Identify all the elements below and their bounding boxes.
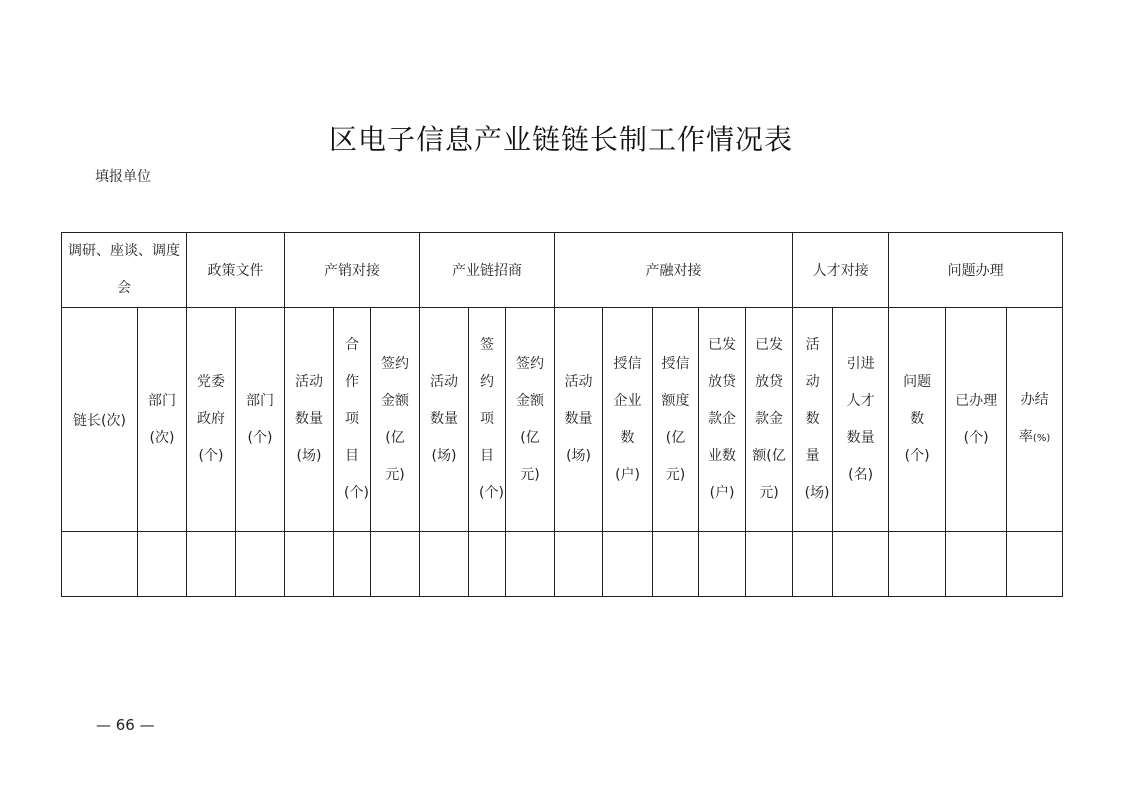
group-issues: 问题办理 (889, 233, 1063, 308)
cell-research-dept[interactable] (138, 532, 187, 597)
col-policy-party: 党委政府(个) (187, 308, 236, 532)
issue-rate-label: 办结率 (1018, 392, 1049, 445)
col-policy-dept: 部门(个) (236, 308, 285, 532)
col-invest-count: 活动数量(场) (420, 308, 469, 532)
col-fin-loan-firms: 已发放贷款企业数(户) (699, 308, 746, 532)
cell-issue-rate[interactable] (1007, 532, 1063, 597)
work-status-table (61, 232, 1063, 597)
cell-fin-loan-amount[interactable] (746, 532, 793, 597)
col-fin-count: 活动数量(场) (555, 308, 603, 532)
group-policy: 政策文件 (187, 233, 285, 308)
group-talent: 人才对接 (793, 233, 889, 308)
cell-issue-handled[interactable] (946, 532, 1007, 597)
group-header-row (62, 233, 1063, 308)
cell-fin-loan-firms[interactable] (699, 532, 746, 597)
page-number: — 66 — (96, 716, 155, 734)
col-fin-credit-amount: 授信额度(亿元) (653, 308, 699, 532)
cell-sales-count[interactable] (285, 532, 334, 597)
col-issue-rate (1007, 308, 1063, 532)
page-title: 区电子信息产业链链长制工作情况表 (328, 123, 793, 156)
cell-talent-count[interactable] (793, 532, 833, 597)
cell-issue-count[interactable] (889, 532, 946, 597)
group-sales: 产销对接 (285, 233, 420, 308)
cell-invest-amount[interactable] (506, 532, 555, 597)
col-talent-people: 引进人才数量(名) (833, 308, 889, 532)
col-sales-count: 活动数量(场) (285, 308, 334, 532)
col-sales-projects: 合作项目(个) (334, 308, 371, 532)
col-invest-projects: 签约项目(个) (469, 308, 506, 532)
cell-invest-count[interactable] (420, 532, 469, 597)
col-fin-credit-firms: 授信企业数(户) (603, 308, 653, 532)
group-finance: 产融对接 (555, 233, 793, 308)
col-talent-count: 活动数量(场) (793, 308, 833, 532)
col-issue-handled: 已办理(个) (946, 308, 1007, 532)
cell-chain-leader[interactable] (62, 532, 138, 597)
cell-fin-credit-amount[interactable] (653, 532, 699, 597)
col-issue-count: 问题数(个) (889, 308, 946, 532)
cell-fin-credit-firms[interactable] (603, 532, 653, 597)
cell-talent-people[interactable] (833, 532, 889, 597)
cell-invest-projects[interactable] (469, 532, 506, 597)
reporting-unit-label: 填报单位 (95, 169, 151, 185)
cell-policy-dept[interactable] (236, 532, 285, 597)
cell-sales-amount[interactable] (371, 532, 420, 597)
issue-rate-unit: (%) (1032, 433, 1051, 444)
col-sales-amount: 签约金额(亿元) (371, 308, 420, 532)
col-fin-loan-amount: 已发放贷款金额(亿元) (746, 308, 793, 532)
cell-fin-count[interactable] (555, 532, 603, 597)
col-invest-amount: 签约金额(亿元) (506, 308, 555, 532)
col-chain-leader: 链长(次) (62, 308, 138, 532)
group-invest: 产业链招商 (420, 233, 555, 308)
col-research-dept: 部门(次) (138, 308, 187, 532)
cell-policy-party[interactable] (187, 532, 236, 597)
group-research: 调研、座谈、调度会 (62, 233, 187, 308)
column-header-row (62, 308, 1063, 532)
cell-sales-projects[interactable] (334, 532, 371, 597)
table-row (62, 532, 1063, 597)
